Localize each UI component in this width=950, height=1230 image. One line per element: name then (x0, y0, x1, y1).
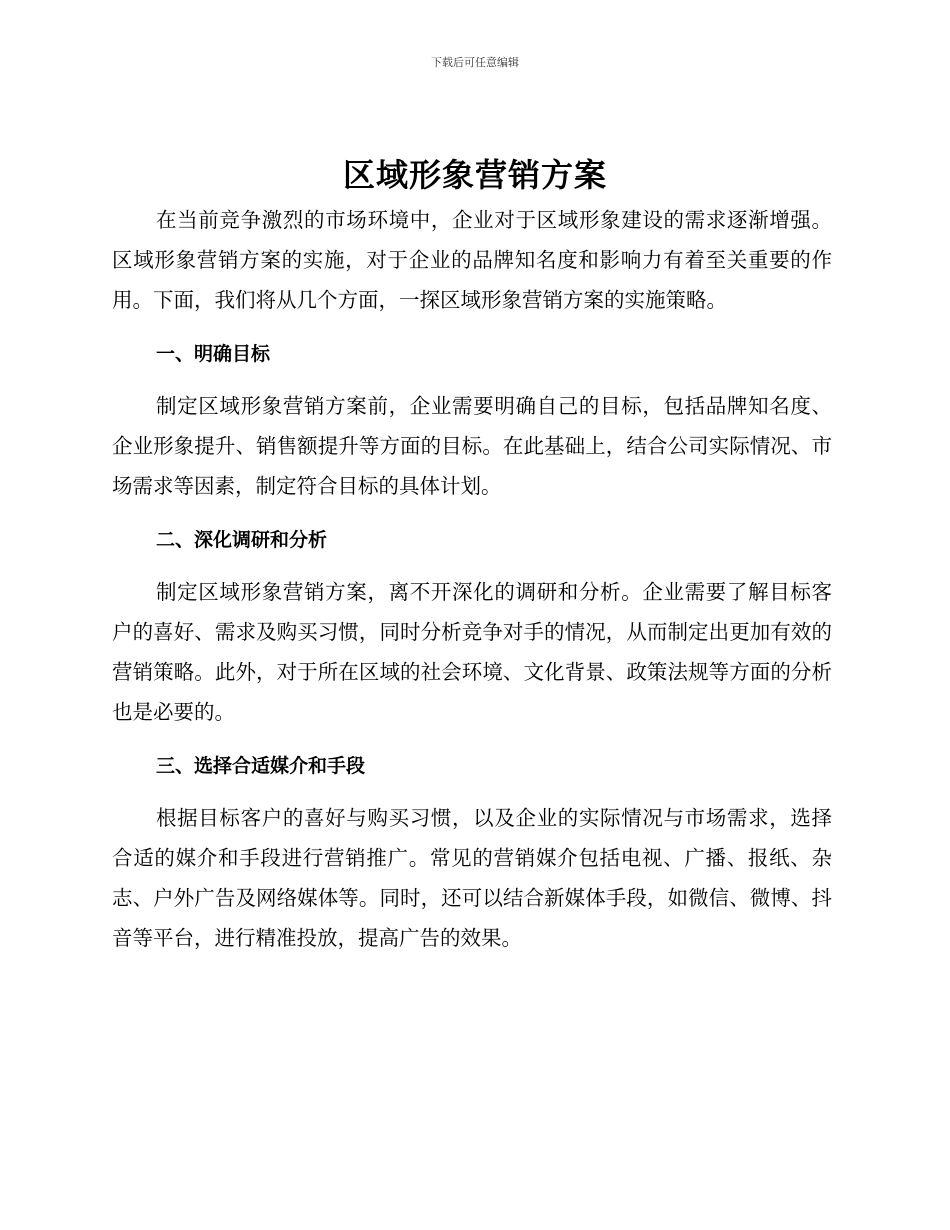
document-title: 区域形象营销方案 (342, 156, 607, 194)
intro-paragraph: 在当前竞争激烈的市场环境中，企业对于区域形象建设的需求逐渐增强。区域形象营销方案的实施，对于企业的品牌知名度和影响力有着至关重要的作用。下面，我们将从几个方面，一探区域形象营销方案的实施策略。 (112, 208, 832, 312)
header-note: 下载后可任意编辑 (431, 56, 519, 69)
section-research (112, 520, 832, 732)
section-goals (112, 334, 832, 506)
document-body (112, 200, 832, 958)
section-paragraph: 制定区域形象营销方案，离不开深化的调研和分析。企业需要了解目标客户的喜好、需求及购买习惯，同时分析竞争对手的情况，从而制定出更加有效的营销策略。此外，对于所在区域的社会环境、文化背景、政策法规等方面的分析也是必要的。 (112, 580, 832, 724)
section-heading: 一、明确目标 (156, 343, 271, 365)
section-paragraph: 根据目标客户的喜好与购买习惯，以及企业的实际情况与市场需求，选择合适的媒介和手段进行营销推广。常见的营销媒介包括电视、广播、报纸、杂志、户外广告及网络媒体等。同时，还可以结合新媒体手段，如微信、微博、抖音等平台，进行精准投放，提高广告的效果。 (112, 806, 832, 950)
section-heading: 二、深化调研和分析 (156, 529, 328, 551)
section-heading: 三、选择合适媒介和手段 (156, 755, 366, 777)
section-media (112, 746, 832, 958)
section-paragraph: 制定区域形象营销方案前，企业需要明确自己的目标，包括品牌知名度、企业形象提升、销售额提升等方面的目标。在此基础上，结合公司实际情况、市场需求等因素，制定符合目标的具体计划。 (112, 394, 832, 498)
